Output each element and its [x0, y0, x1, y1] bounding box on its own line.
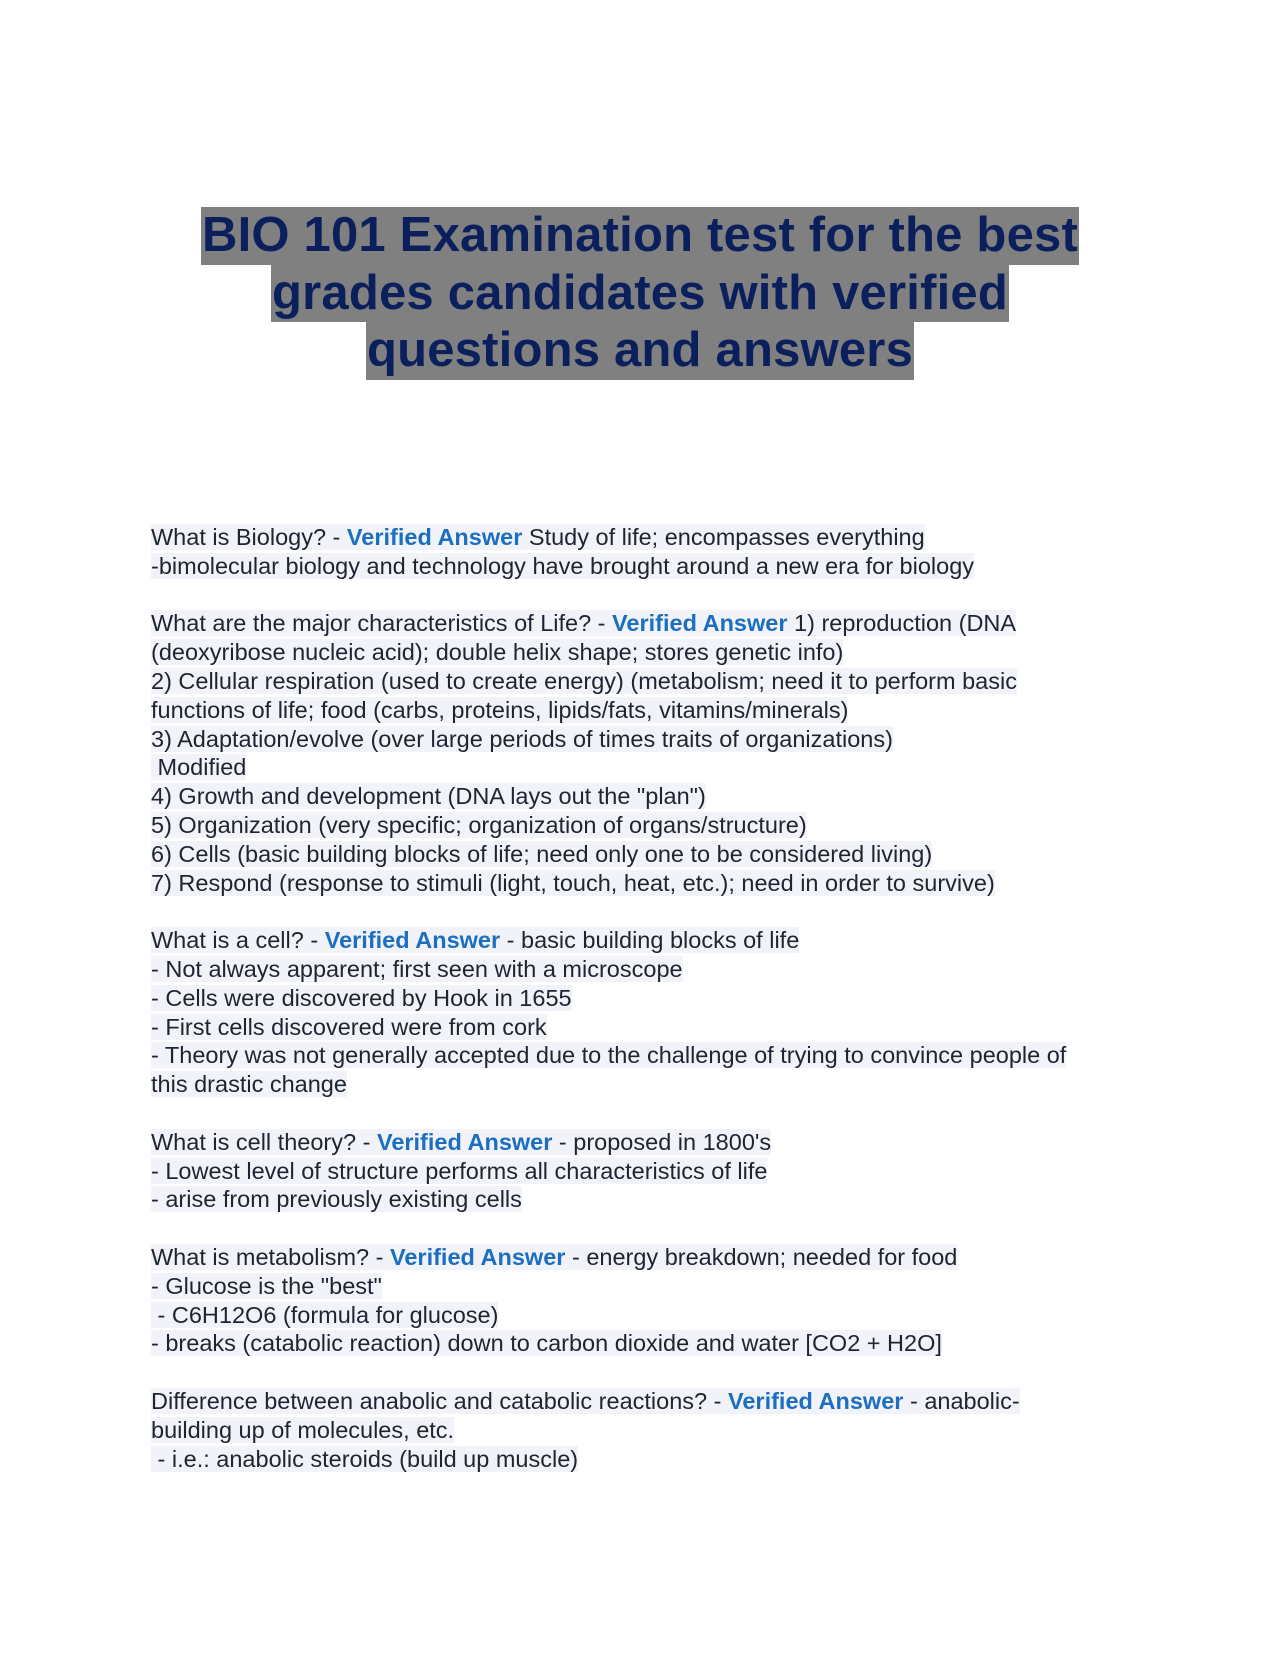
question-line: [151, 609, 1151, 638]
question-text: What are the major characteristics of Life? -: [151, 610, 613, 637]
answer-line: - Glucose is the "best": [151, 1272, 382, 1299]
question-text: What is a cell? -: [151, 927, 325, 954]
question-text: Difference between anabolic and catabolic reactions? -: [151, 1387, 728, 1414]
qa-item: [151, 609, 1151, 897]
question-line: [151, 1387, 1151, 1416]
verified-answer-label: Verified Answer: [324, 927, 501, 954]
verified-answer-label: Verified Answer: [612, 610, 788, 637]
answer-line: - breaks (catabolic reaction) down to carbon dioxide and water [CO2 + H2O]: [151, 1330, 942, 1357]
answer-line: - Theory was not generally accepted due to the challenge of trying to convince people of: [151, 1042, 1067, 1069]
verified-answer-label: Verified Answer: [346, 524, 523, 550]
answer-text: - proposed in 1800's: [552, 1128, 772, 1155]
verified-answer-label: Verified Answer: [376, 1128, 553, 1155]
answer-line: building up of molecules, etc.: [151, 1416, 455, 1443]
answer-line: - C6H12O6 (formula for glucose): [151, 1301, 499, 1328]
qa-item: [151, 1387, 1151, 1473]
question-line: [151, 926, 1151, 955]
qa-list: [151, 523, 1151, 1502]
answer-line: -bimolecular biology and technology have brought around a new era for biology: [151, 552, 975, 579]
answer-text: - energy breakdown; needed for food: [565, 1243, 958, 1270]
question-text: What is metabolism? -: [151, 1243, 390, 1270]
answer-line: 4) Growth and development (DNA lays out the "plan"): [151, 783, 706, 810]
answer-line: (deoxyribose nucleic acid); double helix shape; stores genetic info): [151, 639, 844, 666]
answer-line: 7) Respond (response to stimuli (light, touch, heat, etc.); need in order to survive): [151, 869, 995, 896]
document-title: [0, 207, 1280, 380]
answer-line: - i.e.: anabolic steroids (build up muscle): [151, 1445, 579, 1472]
answer-line: - arise from previously existing cells: [151, 1186, 522, 1213]
answer-line: 3) Adaptation/evolve (over large periods of times traits of organizations): [151, 725, 893, 752]
answer-line: 2) Cellular respiration (used to create energy) (metabolism; need it to perform basic: [151, 667, 1017, 694]
question-line: [151, 1128, 1151, 1157]
question-line: [151, 523, 1151, 552]
verified-answer-label: Verified Answer: [727, 1387, 904, 1414]
qa-item: [151, 1128, 1151, 1214]
title-line: questions and answers: [0, 322, 1280, 380]
answer-line: - First cells discovered were from cork: [151, 1013, 547, 1040]
qa-item: [151, 926, 1151, 1099]
answer-text: 1) reproduction (DNA: [787, 610, 1017, 637]
title-line: grades candidates with verified: [0, 265, 1280, 323]
answer-line: - Lowest level of structure performs all characteristics of life: [151, 1157, 768, 1184]
answer-line: Modified: [151, 754, 247, 781]
title-line: BIO 101 Examination test for the best: [0, 207, 1280, 265]
answer-text: - basic building blocks of life: [500, 927, 800, 954]
answer-line: functions of life; food (carbs, proteins, lipids/fats, vitamins/minerals): [151, 696, 849, 723]
answer-text: Study of life; encompasses everything: [522, 524, 925, 550]
qa-item: [151, 1243, 1151, 1358]
answer-line: this drastic change: [151, 1071, 347, 1098]
answer-text: - anabolic-: [903, 1387, 1020, 1414]
answer-line: - Cells were discovered by Hook in 1655: [151, 984, 572, 1011]
answer-line: 5) Organization (very specific; organization of organs/structure): [151, 811, 807, 838]
question-line: [151, 1243, 1151, 1272]
question-text: What is Biology? -: [151, 524, 347, 550]
answer-line: - Not always apparent; first seen with a microscope: [151, 955, 683, 982]
question-text: What is cell theory? -: [151, 1128, 377, 1155]
answer-line: 6) Cells (basic building blocks of life; need only one to be considered living): [151, 840, 933, 867]
qa-item: [151, 523, 1151, 581]
verified-answer-label: Verified Answer: [389, 1243, 566, 1270]
